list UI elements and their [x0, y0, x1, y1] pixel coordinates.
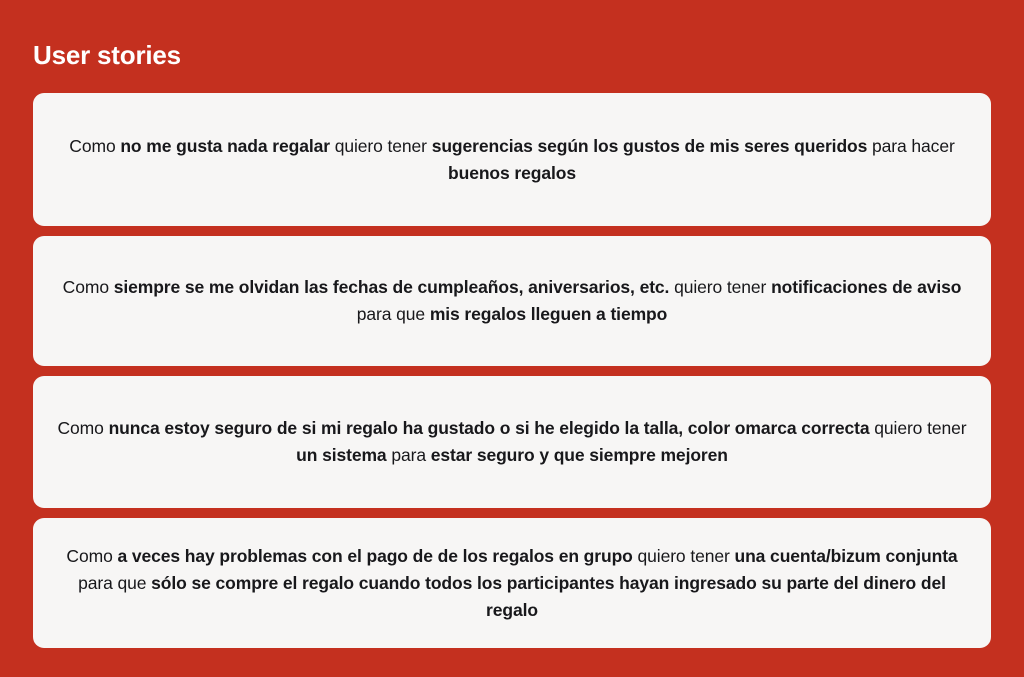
page-title: User stories	[33, 40, 181, 70]
story-card[interactable]	[33, 236, 991, 366]
story-card[interactable]	[33, 376, 991, 508]
story-card-text: Como nunca estoy seguro de si mi regalo ha gustado o si he elegido la talla, color omarca correcta quiero tener un sistema para estar seguro y que siempre mejoren	[57, 418, 967, 465]
story-card-list	[33, 93, 991, 648]
story-card-text: Como siempre se me olvidan las fechas de cumpleaños, aniversarios, etc. quiero tener notificaciones de aviso para que mis regalos lleguen a tiempo	[62, 277, 962, 324]
story-card[interactable]	[33, 518, 991, 648]
story-card-text: Como a veces hay problemas con el pago de de los regalos en grupo quiero tener una cuenta/bizum conjunta para que sólo se compre el regalo cuando todos los participantes hayan ingresado su parte del dinero del regalo	[66, 545, 958, 620]
story-card-text: Como no me gusta nada regalar quiero tener sugerencias según los gustos de mis seres queridos para hacer buenos regalos	[69, 135, 955, 183]
story-card[interactable]	[33, 93, 991, 226]
